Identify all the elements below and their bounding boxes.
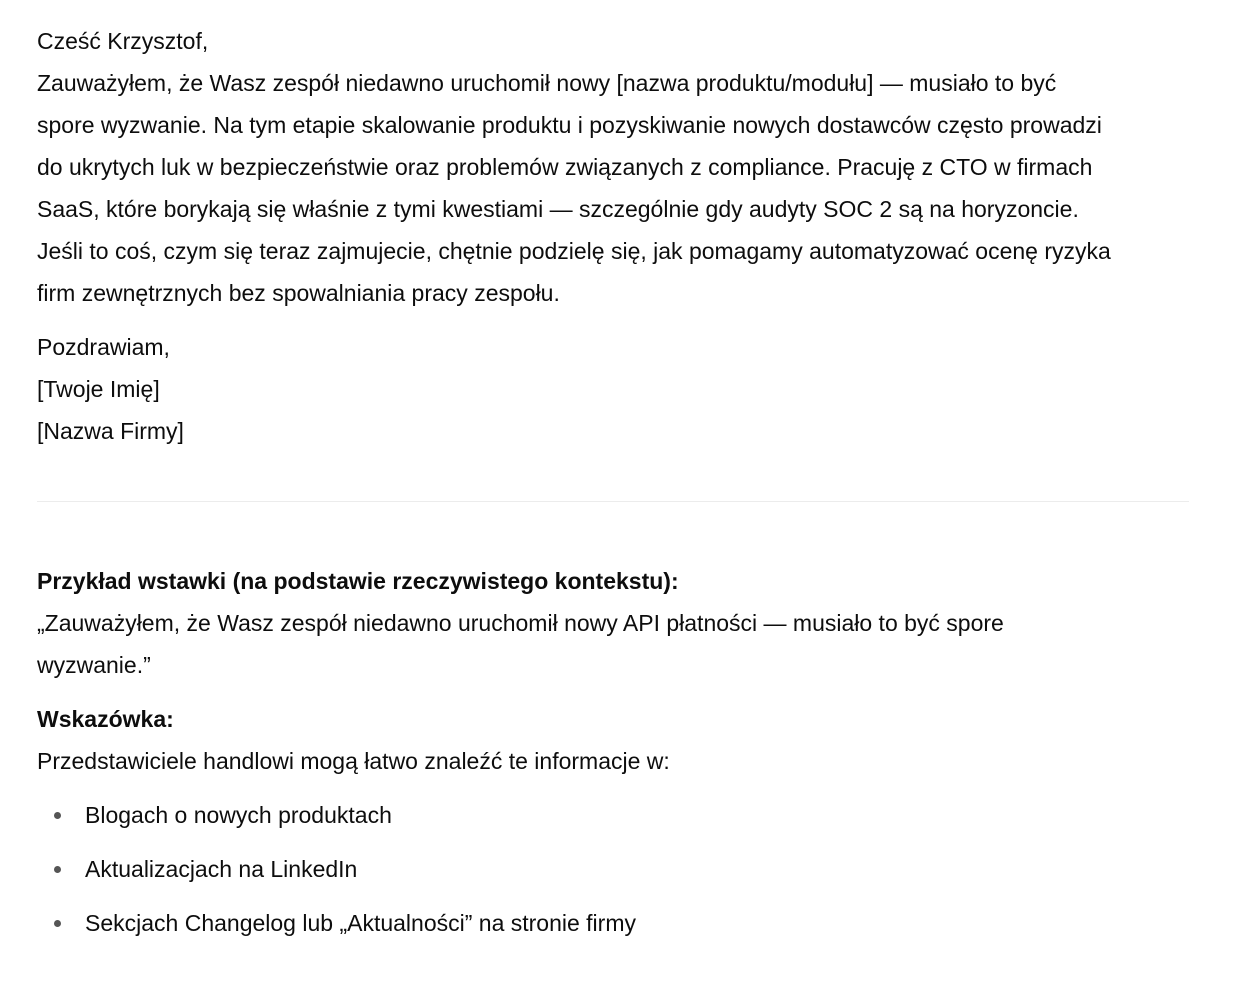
list-item xyxy=(37,848,1189,890)
email-signature xyxy=(37,326,1189,452)
list-item-text: Aktualizacjach na LinkedIn xyxy=(85,856,358,882)
email-body-line: spore wyzwanie. Na tym etapie skalowanie produktu i pozyskiwanie nowych dostawców często prowadzi xyxy=(37,112,1102,138)
list-item xyxy=(37,902,1189,944)
example-quote-line: wyzwanie.” xyxy=(37,652,151,678)
tip-section xyxy=(37,698,1189,782)
signature-company: [Nazwa Firmy] xyxy=(37,418,184,444)
tip-list xyxy=(37,794,1189,944)
email-greeting: Cześć Krzysztof, xyxy=(37,28,209,54)
email-body-line: firm zewnętrznych bez spowalniania pracy zespołu. xyxy=(37,280,560,306)
message-content xyxy=(37,20,1189,944)
section-divider xyxy=(37,501,1189,502)
example-heading: Przykład wstawki (na podstawie rzeczywistego kontekstu): xyxy=(37,568,679,594)
bullet-icon xyxy=(54,920,61,927)
email-body-line: Jeśli to coś, czym się teraz zajmujecie, chętnie podzielę się, jak pomagamy automatyzować ocenę ryzyka xyxy=(37,238,1111,264)
example-quote-line: „Zauważyłem, że Wasz zespół niedawno uruchomił nowy API płatności — musiało to być spore xyxy=(37,610,1004,636)
list-item-text: Sekcjach Changelog lub „Aktualności” na stronie firmy xyxy=(85,910,636,936)
list-item-text: Blogach o nowych produktach xyxy=(85,802,392,828)
example-section xyxy=(37,560,1189,686)
email-intro xyxy=(37,20,1189,314)
email-closing: Pozdrawiam, xyxy=(37,334,170,360)
email-body-line: do ukrytych luk w bezpieczeństwie oraz problemów związanych z compliance. Pracuję z CTO w firmach xyxy=(37,154,1093,180)
email-body-line: SaaS, które borykają się właśnie z tymi kwestiami — szczególnie gdy audyty SOC 2 są na horyzoncie. xyxy=(37,196,1079,222)
email-body-line: Zauważyłem, że Wasz zespół niedawno uruchomił nowy [nazwa produktu/modułu] — musiało to być xyxy=(37,70,1057,96)
bullet-icon xyxy=(54,812,61,819)
tip-intro: Przedstawiciele handlowi mogą łatwo znaleźć te informacje w: xyxy=(37,748,670,774)
bullet-icon xyxy=(54,866,61,873)
tip-heading: Wskazówka: xyxy=(37,706,174,732)
list-item xyxy=(37,794,1189,836)
signature-name: [Twoje Imię] xyxy=(37,376,160,402)
